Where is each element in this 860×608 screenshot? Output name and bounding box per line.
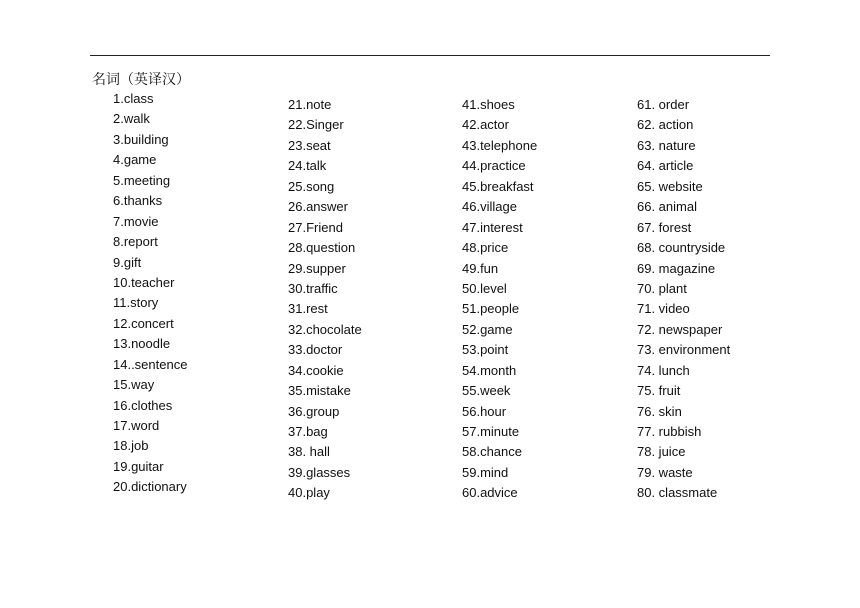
vocab-item: 35.mistake — [288, 383, 351, 399]
vocab-item: 43.telephone — [462, 137, 538, 153]
vocab-item: 46.village — [462, 199, 517, 215]
vocab-item: 18.job — [113, 438, 149, 454]
vocab-item: 36.group — [288, 403, 340, 419]
vocab-item: 2.walk — [113, 111, 150, 127]
vocab-item: 66. animal — [637, 199, 697, 215]
vocab-item: 29.supper — [288, 260, 346, 276]
vocab-item: 76. skin — [637, 403, 682, 419]
vocab-item: 69. magazine — [637, 260, 716, 276]
vocab-item: 22.Singer — [288, 117, 344, 133]
vocab-item: 65. website — [637, 178, 703, 194]
vocab-item: 59.mind — [462, 464, 509, 480]
vocab-item: 19.guitar — [113, 458, 164, 474]
vocab-item: 75. fruit — [637, 383, 681, 399]
section-title: 名词（英译汉） — [92, 72, 190, 88]
vocab-item: 48.price — [462, 240, 509, 256]
vocab-item: 44.practice — [462, 158, 526, 174]
vocab-item: 23.seat — [288, 137, 331, 153]
vocab-item: 50.level — [462, 280, 507, 296]
vocab-item: 72. newspaper — [637, 321, 723, 337]
vocab-item: 40.play — [288, 485, 330, 501]
word-column-3 — [462, 95, 537, 504]
vocab-item: 56.hour — [462, 403, 507, 419]
vocab-item: 4.game — [113, 152, 157, 168]
vocab-item: 34.cookie — [288, 362, 344, 378]
vocab-item: 21.note — [288, 97, 332, 112]
vocab-item: 25.song — [288, 178, 335, 194]
word-column-2 — [288, 95, 362, 504]
vocab-item: 10.teacher — [113, 274, 175, 290]
vocab-item: 33.doctor — [288, 342, 343, 358]
vocab-item: 78. juice — [637, 444, 686, 460]
vocab-item: 71. video — [637, 301, 690, 317]
vocab-item: 74. lunch — [637, 362, 690, 378]
vocab-item: 11.story — [113, 295, 159, 311]
vocab-item: 6.thanks — [113, 193, 163, 209]
word-column-1 — [113, 89, 187, 498]
vocab-item: 31.rest — [288, 301, 328, 317]
vocab-item: 28.question — [288, 240, 356, 256]
vocab-item: 62. action — [637, 117, 694, 133]
vocab-item: 63. nature — [637, 137, 696, 153]
vocab-item: 12.concert — [113, 315, 174, 331]
vocab-item: 5.meeting — [113, 172, 171, 188]
vocab-item: 64. article — [637, 158, 694, 174]
vocab-item: 70. plant — [637, 280, 687, 296]
vocab-item: 39.glasses — [288, 464, 351, 480]
vocab-item: 51.people — [462, 301, 520, 317]
vocab-item: 37.bag — [288, 424, 328, 439]
vocab-item: 30.traffic — [288, 280, 338, 296]
vocab-item: 79. waste — [637, 464, 693, 480]
vocab-item: 8.report — [113, 234, 158, 250]
vocab-item: 54.month — [462, 362, 517, 378]
vocab-item: 77. rubbish — [637, 424, 702, 439]
vocab-item: 1.class — [113, 91, 154, 106]
vocab-item: 3.building — [113, 131, 169, 147]
vocab-item: 20.dictionary — [113, 479, 187, 495]
vocab-item: 7.movie — [113, 213, 159, 229]
vocab-item: 14..sentence — [113, 356, 188, 372]
vocab-item: 26.answer — [288, 199, 348, 215]
vocab-item: 13.noodle — [113, 336, 171, 352]
vocab-item: 17.word — [113, 418, 160, 433]
vocab-item: 27.Friend — [288, 219, 343, 235]
vocab-item: 15.way — [113, 377, 155, 393]
vocab-item: 53.point — [462, 342, 509, 358]
vocab-item: 49.fun — [462, 260, 499, 276]
vocab-item: 67. forest — [637, 219, 692, 235]
word-column-4 — [637, 95, 730, 504]
vocab-item: 9.gift — [113, 254, 142, 270]
vocab-item: 68. countryside — [637, 240, 726, 256]
vocab-item: 58.chance — [462, 444, 522, 460]
vocab-item: 38. hall — [288, 444, 330, 460]
vocab-item: 55.week — [462, 383, 511, 399]
vocab-item: 80. classmate — [637, 485, 718, 501]
vocab-item: 16.clothes — [113, 397, 173, 413]
vocab-item: 41.shoes — [462, 97, 515, 112]
vocab-item: 32.chocolate — [288, 321, 362, 337]
vocab-item: 60.advice — [462, 485, 518, 501]
vocab-item: 57.minute — [462, 424, 520, 439]
vocab-item: 73. environment — [637, 342, 731, 358]
vocab-item: 24.talk — [288, 158, 327, 174]
vocab-item: 42.actor — [462, 117, 509, 133]
vocab-item: 52.game — [462, 321, 513, 337]
vocab-item: 45.breakfast — [462, 178, 534, 194]
header-rule — [90, 55, 770, 56]
vocab-item: 61. order — [637, 97, 690, 112]
vocab-item: 47.interest — [462, 219, 523, 235]
